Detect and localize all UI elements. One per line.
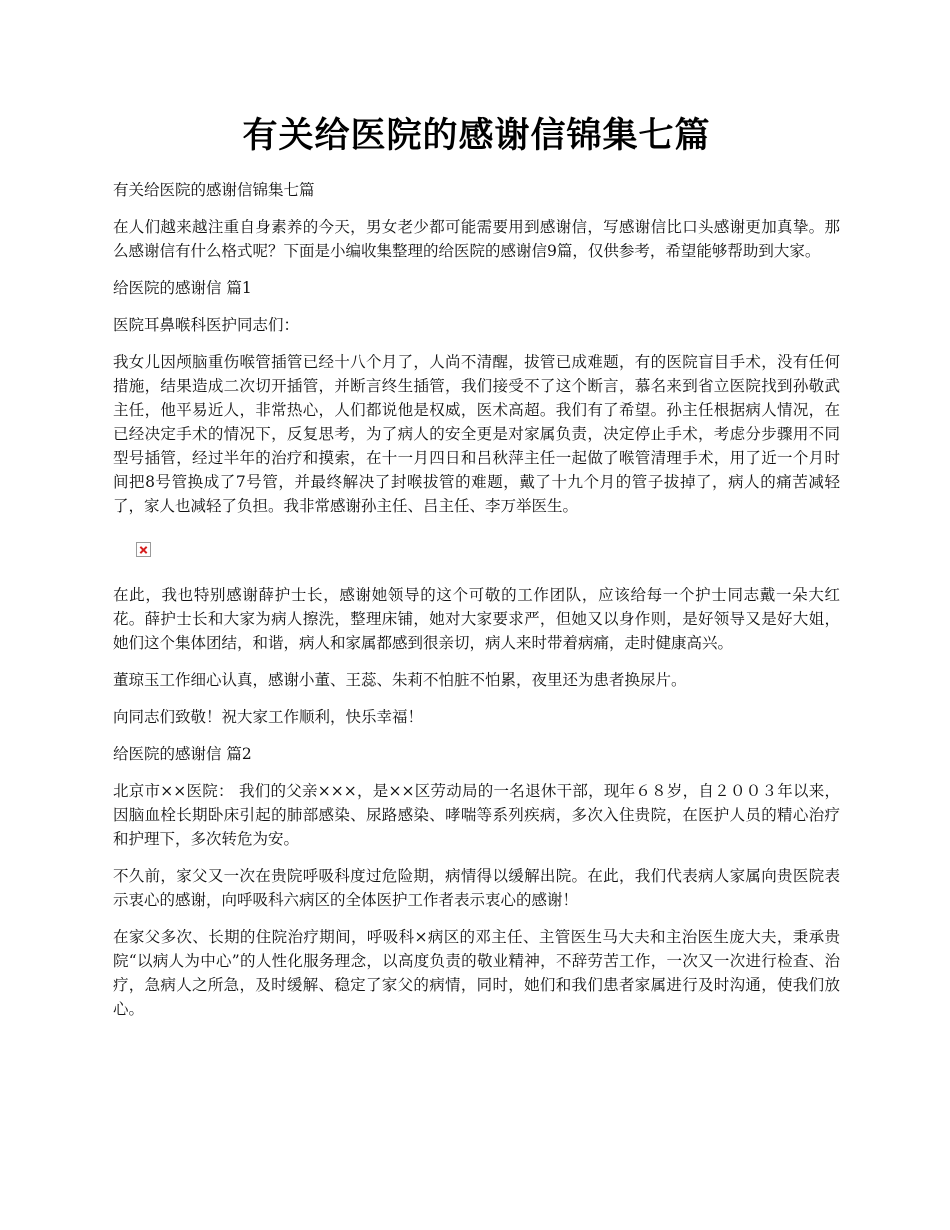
letter1-salutation: 医院耳鼻喉科医护同志们： (113, 316, 300, 334)
letter2-paragraph-2: 不久前，家父又一次在贵院呼吸科度过危险期，病情得以缓解出院。在此，我们代表病人家属向贵医院表示衷心的感谢，向呼吸科六病区的全体医护工作者表示衷心的感谢！ (113, 867, 840, 909)
intro-paragraph: 在人们越来越注重自身素养的今天，男女老少都可能需要用到感谢信，写感谢信比口头感谢更加真挚。那么感谢信有什么格式呢？下面是小编收集整理的给医院的感谢信9篇，仅供参考，希望能够帮助到大家。 (113, 218, 840, 260)
broken-image-icon (136, 542, 151, 557)
letter2-paragraph-1: 北京市××医院： 我们的父亲×××，是××区劳动局的一名退休干部，现年６８岁，自２００３年以来， 因脑血栓长期卧床引起的肺部感染、尿路感染、哮喘等系列疾病，多次入住贵院，在医护人员的精心治疗和护理下，多次转危为安。 (113, 782, 840, 848)
document-title: 有关给医院的感谢信锦集七篇 (242, 115, 711, 156)
document-subtitle: 有关给医院的感谢信锦集七篇 (113, 181, 315, 199)
document-page (113, 0, 840, 1021)
letter2-heading: 给医院的感谢信 篇2 (113, 745, 252, 763)
letter1-paragraph-2: 在此，我也特别感谢薛护士长，感谢她领导的这个可敬的工作团队，应该给每一个护士同志戴一朵大红花。薛护士长和大家为病人擦洗，整理床铺，她对大家要求严，但她又以身作则，是好领导又是好大姐，她们这个集体团结，和谐，病人和家属都感到很亲切，病人来时带着病痛，走时健康高兴。 (113, 586, 840, 652)
letter1-heading: 给医院的感谢信 篇1 (113, 279, 252, 297)
letter1-paragraph-1: 我女儿因颅脑重伤喉管插管已经十八个月了，人尚不清醒，拔管已成难题，有的医院盲目手术，没有任何措施，结果造成二次切开插管，并断言终生插管，我们接受不了这个断言，慕名来到省立医院找到孙敬武主任，他平易近人，非常热心，人们都说他是权威，医术高超。我们有了希望。孙主任根据病人情况，在已经决定手术的情况下，反复思考，为了病人的安全更是对家属负责，决定停止手术，考虑分步骤用不同型号插管，经过半年的治疗和摸索，在十一月四日和吕秋萍主任一起做了喉管清理手术，用了近一个月时间把8号管换成了7号管，并最终解决了封喉拔管的难题，戴了十九个月的管子拔掉了，病人的痛苦减轻了，家人也减轻了负担。我非常感谢孙主任、吕主任、李万举医生。 (113, 353, 840, 515)
letter2-paragraph-3: 在家父多次、长期的住院治疗期间，呼吸科×病区的邓主任、主管医生马大夫和主治医生庞大夫，秉承贵院“以病人为中心”的人性化服务理念，以高度负责的敬业精神，不辞劳苦工作，一次又一次进行检查、治疗，急病人之所急，及时缓解、稳定了家父的病情，同时，她们和我们患者家属进行及时沟通，使我们放心。 (113, 928, 840, 1018)
letter1-paragraph-3: 董琼玉工作细心认真，感谢小董、王蕊、朱莉不怕脏不怕累，夜里还为患者换尿片。 (113, 671, 687, 689)
letter1-closing: 向同志们致敬！祝大家工作顺利，快乐幸福！ (113, 708, 424, 726)
